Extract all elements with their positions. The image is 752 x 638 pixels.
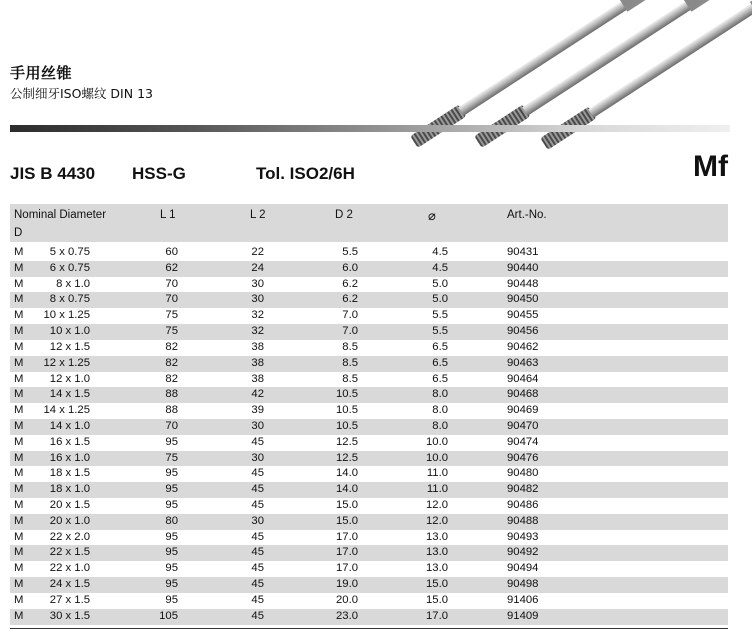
table-row: [10, 372, 728, 388]
cell-prefix: M: [14, 530, 24, 543]
cell-art-no: 90486: [507, 499, 539, 511]
cell-l2: 38: [251, 356, 264, 369]
header-nominal: Nominal Diameter: [14, 209, 107, 221]
table-row: [10, 593, 728, 609]
cell-l2: 30: [251, 277, 264, 290]
table-row: [10, 545, 728, 561]
cell-prefix: M: [14, 435, 24, 448]
cell-prefix: M: [14, 293, 24, 306]
table-row: [10, 387, 728, 403]
cell-prefix: M: [14, 388, 24, 401]
cell-l1: 95: [165, 499, 178, 511]
cell-square: 13.0: [426, 546, 448, 559]
table-row: [10, 530, 728, 546]
cell-d2: 20.0: [336, 593, 358, 606]
cell-art-no: 90474: [507, 435, 539, 448]
cell-square: 5.5: [432, 309, 448, 322]
header-l1: L 1: [160, 209, 176, 221]
cell-square: 11.0: [426, 467, 448, 480]
cell-size: 14 x 1.25: [43, 404, 90, 417]
cell-l2: 45: [251, 530, 264, 543]
cell-art-no: 90492: [507, 546, 539, 559]
cell-d2: 10.5: [336, 388, 358, 401]
table-row: [10, 292, 728, 308]
cell-l2: 45: [251, 593, 264, 606]
cell-l1: 88: [165, 404, 178, 417]
cell-l1: 95: [165, 593, 178, 606]
cell-prefix: M: [14, 340, 24, 353]
cell-l2: 30: [251, 293, 264, 306]
spec-tolerance: Tol. ISO2/6H: [256, 164, 355, 183]
cell-l1: 75: [165, 451, 178, 464]
cell-d2: 8.5: [342, 372, 358, 385]
cell-d2: 5.5: [342, 246, 358, 258]
table-row: [10, 245, 728, 261]
cell-square: 11.0: [426, 483, 448, 496]
spec-material: HSS-G: [132, 164, 186, 183]
cell-l2: 45: [251, 499, 264, 511]
cell-d2: 23.0: [336, 609, 358, 622]
cell-size: 8 x 1.0: [56, 277, 90, 290]
cell-prefix: M: [14, 246, 24, 258]
cell-l1: 62: [165, 261, 178, 274]
table-row: [10, 308, 728, 324]
cell-d2: 17.0: [336, 546, 358, 559]
cell-prefix: M: [14, 578, 24, 591]
header-gradient-band: [10, 125, 730, 132]
cell-prefix: M: [14, 277, 24, 290]
cell-d2: 8.5: [342, 340, 358, 353]
cell-square: 4.5: [432, 246, 448, 258]
cell-l1: 82: [165, 356, 178, 369]
cell-d2: 6.2: [342, 293, 358, 306]
table-row: [10, 277, 728, 293]
cell-l1: 82: [165, 372, 178, 385]
cell-prefix: M: [14, 593, 24, 606]
cell-l1: 82: [165, 340, 178, 353]
cell-prefix: M: [14, 261, 24, 274]
table-row: [10, 435, 728, 451]
header-d2: D 2: [335, 209, 353, 221]
cell-size: 22 x 2.0: [49, 530, 90, 543]
cell-square: 13.0: [426, 530, 448, 543]
cell-prefix: M: [14, 325, 24, 338]
cell-l2: 45: [251, 578, 264, 591]
table-body: [10, 245, 728, 625]
cell-prefix: M: [14, 404, 24, 417]
cell-l1: 95: [165, 435, 178, 448]
cell-size: 14 x 1.5: [49, 388, 90, 401]
table-row: [10, 451, 728, 467]
cell-prefix: M: [14, 514, 24, 527]
table-row: [10, 577, 728, 593]
cell-l2: 22: [251, 246, 264, 258]
cell-size: 12 x 1.0: [49, 372, 90, 385]
table-row: [10, 340, 728, 356]
table-bottom-rule: [10, 628, 728, 629]
cell-art-no: 90498: [507, 578, 539, 591]
cell-art-no: 91406: [507, 593, 539, 606]
spec-standard: JIS B 4430: [10, 164, 96, 183]
cell-l1: 70: [165, 293, 178, 306]
cell-d2: 10.5: [336, 404, 358, 417]
cell-l2: 30: [251, 514, 264, 527]
cell-art-no: 90493: [507, 530, 539, 543]
table-row: [10, 403, 728, 419]
cell-square: 15.0: [426, 578, 448, 591]
table-row: [10, 261, 728, 277]
cell-l1: 88: [165, 388, 178, 401]
cell-art-no: 90463: [507, 356, 539, 369]
cell-square: 6.5: [432, 372, 448, 385]
cell-prefix: M: [14, 372, 24, 385]
cell-art-no: 90469: [507, 404, 539, 417]
page-title: 手用丝锥: [10, 64, 73, 82]
cell-size: 16 x 1.5: [49, 435, 90, 448]
cell-art-no: 90482: [507, 483, 539, 496]
cell-l1: 70: [165, 419, 178, 432]
cell-square: 15.0: [426, 593, 448, 606]
cell-square: 10.0: [426, 435, 448, 448]
cell-art-no: 90450: [507, 293, 539, 306]
cell-art-no: 90448: [507, 277, 539, 290]
cell-prefix: M: [14, 483, 24, 496]
cell-l2: 45: [251, 483, 264, 496]
table-row: [10, 356, 728, 372]
table-row: [10, 466, 728, 482]
cell-art-no: 90440: [507, 261, 539, 274]
cell-size: 18 x 1.5: [49, 467, 90, 480]
cell-l1: 95: [165, 578, 178, 591]
cell-d2: 6.0: [342, 261, 358, 274]
cell-l2: 32: [251, 309, 264, 322]
cell-l1: 95: [165, 546, 178, 559]
cell-l2: 32: [251, 325, 264, 338]
cell-size: 27 x 1.5: [49, 593, 90, 606]
cell-d2: 14.0: [336, 467, 358, 480]
cell-art-no: 90468: [507, 388, 539, 401]
cell-d2: 17.0: [336, 562, 358, 575]
cell-l1: 95: [165, 530, 178, 543]
cell-art-no: 90470: [507, 419, 539, 432]
cell-prefix: M: [14, 562, 24, 575]
cell-l2: 45: [251, 562, 264, 575]
cell-d2: 14.0: [336, 483, 358, 496]
cell-art-no: 90480: [507, 467, 539, 480]
cell-square: 8.0: [432, 388, 448, 401]
cell-square: 13.0: [426, 562, 448, 575]
cell-l2: 45: [251, 467, 264, 480]
cell-prefix: M: [14, 356, 24, 369]
header-nominal-sub: D: [14, 227, 23, 239]
cell-art-no: 90462: [507, 340, 539, 353]
cell-l2: 45: [251, 609, 264, 622]
cell-art-no: 90476: [507, 451, 539, 464]
cell-l1: 75: [165, 309, 178, 322]
cell-size: 16 x 1.0: [49, 451, 90, 464]
cell-square: 4.5: [432, 261, 448, 274]
cell-prefix: M: [14, 419, 24, 432]
cell-l2: 39: [251, 404, 264, 417]
table-row: [10, 482, 728, 498]
cell-prefix: M: [14, 451, 24, 464]
header-art-no: Art.-No.: [507, 209, 547, 221]
cell-prefix: M: [14, 309, 24, 322]
cell-size: 5 x 0.75: [49, 246, 90, 258]
cell-l1: 75: [165, 325, 178, 338]
cell-prefix: M: [14, 467, 24, 480]
cell-size: 22 x 1.5: [49, 546, 90, 559]
cell-l2: 38: [251, 372, 264, 385]
cell-d2: 12.5: [336, 435, 358, 448]
cell-d2: 17.0: [336, 530, 358, 543]
cell-art-no: 90494: [507, 562, 539, 575]
cell-size: 10 x 1.25: [43, 309, 90, 322]
cell-square: 5.0: [432, 277, 448, 290]
table-row: [10, 324, 728, 340]
table-row: [10, 514, 728, 530]
cell-square: 6.5: [432, 340, 448, 353]
cell-prefix: M: [14, 609, 24, 622]
table-header: [10, 204, 728, 242]
cell-l2: 24: [251, 261, 264, 274]
header-square: ⌀: [428, 208, 436, 223]
cell-art-no: 90456: [507, 325, 539, 338]
cell-d2: 7.0: [342, 309, 358, 322]
cell-l1: 80: [165, 514, 178, 527]
cell-square: 8.0: [432, 404, 448, 417]
cell-prefix: M: [14, 546, 24, 559]
cell-l2: 30: [251, 419, 264, 432]
cell-l2: 45: [251, 435, 264, 448]
cell-d2: 15.0: [336, 499, 358, 511]
cell-size: 10 x 1.0: [49, 325, 90, 338]
table-row: [10, 498, 728, 514]
cell-size: 12 x 1.25: [43, 356, 90, 369]
cell-art-no: 90488: [507, 514, 539, 527]
cell-size: 24 x 1.5: [49, 578, 90, 591]
cell-d2: 10.5: [336, 419, 358, 432]
cell-size: 20 x 1.5: [49, 499, 90, 511]
cell-size: 30 x 1.5: [49, 609, 90, 622]
cell-d2: 15.0: [336, 514, 358, 527]
cell-l2: 42: [251, 388, 264, 401]
hand-taps-illustration: [400, 0, 752, 160]
cell-l1: 70: [165, 277, 178, 290]
cell-size: 14 x 1.0: [49, 419, 90, 432]
cell-l2: 30: [251, 451, 264, 464]
header-l2: L 2: [250, 209, 266, 221]
cell-size: 6 x 0.75: [49, 261, 90, 274]
cell-l1: 105: [159, 609, 178, 622]
cell-art-no: 90464: [507, 372, 539, 385]
table-row: [10, 561, 728, 577]
cell-d2: 12.5: [336, 451, 358, 464]
cell-l1: 60: [165, 246, 178, 258]
table-row: [10, 419, 728, 435]
cell-art-no: 90455: [507, 309, 539, 322]
cell-l2: 38: [251, 340, 264, 353]
cell-l2: 45: [251, 546, 264, 559]
cell-square: 12.0: [426, 514, 448, 527]
cell-size: 22 x 1.0: [49, 562, 90, 575]
cell-square: 17.0: [426, 609, 448, 622]
cell-size: 20 x 1.0: [49, 514, 90, 527]
cell-prefix: M: [14, 499, 24, 511]
cell-square: 10.0: [426, 451, 448, 464]
page-subtitle: 公制细牙ISO螺纹 DIN 13: [10, 86, 153, 101]
cell-size: 12 x 1.5: [49, 340, 90, 353]
cell-square: 5.5: [432, 325, 448, 338]
cell-square: 8.0: [432, 419, 448, 432]
cell-l1: 95: [165, 483, 178, 496]
cell-d2: 6.2: [342, 277, 358, 290]
cell-square: 12.0: [426, 499, 448, 511]
cell-art-no: 91409: [507, 609, 539, 622]
cell-d2: 19.0: [336, 578, 358, 591]
cell-art-no: 90431: [507, 246, 539, 258]
table-row: [10, 609, 728, 625]
cell-l1: 95: [165, 562, 178, 575]
cell-size: 8 x 0.75: [49, 293, 90, 306]
thread-type-mark: Mf: [693, 150, 728, 183]
cell-d2: 8.5: [342, 356, 358, 369]
cell-l1: 95: [165, 467, 178, 480]
cell-size: 18 x 1.0: [49, 483, 90, 496]
cell-square: 5.0: [432, 293, 448, 306]
cell-d2: 7.0: [342, 325, 358, 338]
cell-square: 6.5: [432, 356, 448, 369]
